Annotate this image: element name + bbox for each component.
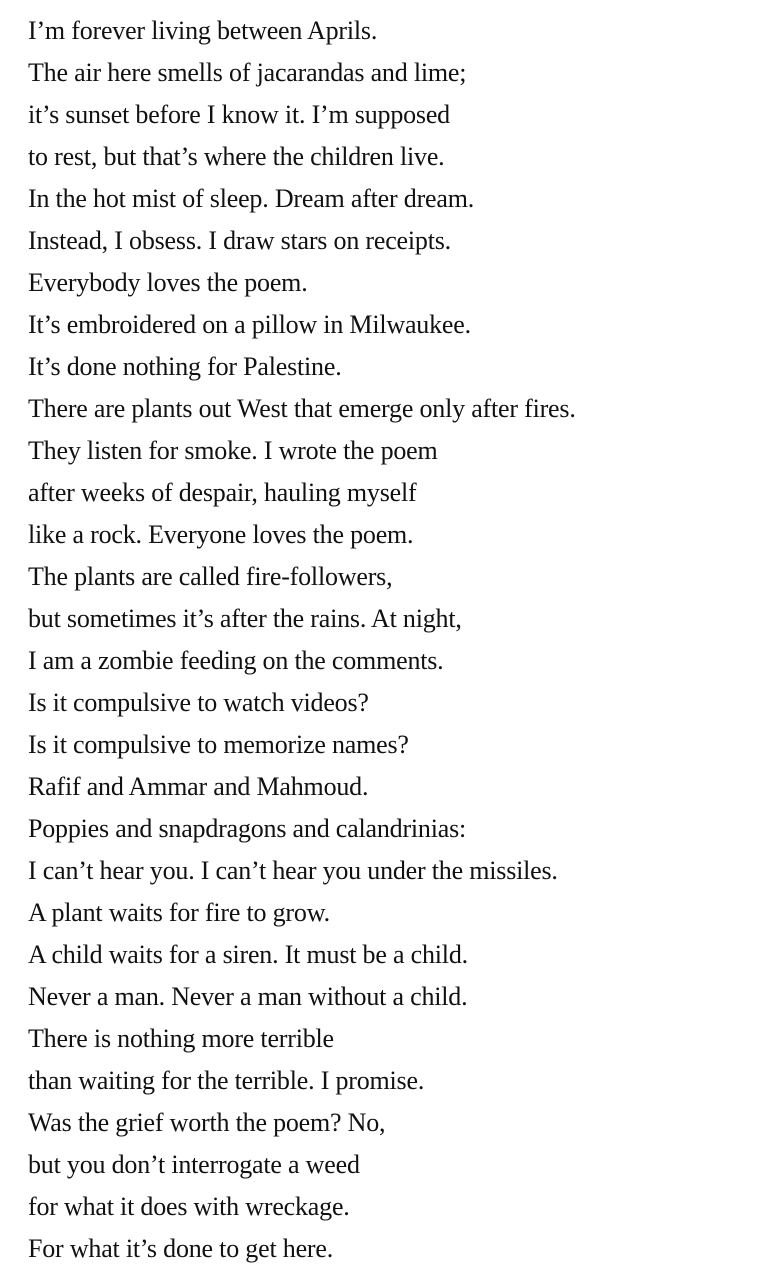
poem-line: but sometimes it’s after the rains. At night,: [28, 604, 462, 633]
poem-line: Never a man. Never a man without a child.: [28, 982, 468, 1011]
poem-line: It’s done nothing for Palestine.: [28, 352, 342, 381]
poem-line: I’m forever living between Aprils.: [28, 16, 378, 45]
poem-line: Was the grief worth the poem? No,: [28, 1108, 386, 1137]
poem-line: The plants are called fire-followers,: [28, 562, 393, 591]
poem-line: There are plants out West that emerge only after fires.: [28, 394, 576, 423]
poem-line: There is nothing more terrible: [28, 1024, 334, 1053]
poem-line: but you don’t interrogate a weed: [28, 1150, 360, 1179]
poem-line: Instead, I obsess. I draw stars on receipts.: [28, 226, 451, 255]
poem-line: The air here smells of jacarandas and lime;: [28, 58, 467, 87]
poem-line: after weeks of despair, hauling myself: [28, 478, 417, 507]
poem-line: I can’t hear you. I can’t hear you under the missiles.: [28, 856, 558, 885]
poem-line: I am a zombie feeding on the comments.: [28, 646, 444, 675]
poem-line: Everybody loves the poem.: [28, 268, 308, 297]
poem-line: They listen for smoke. I wrote the poem: [28, 436, 438, 465]
poem-line: Is it compulsive to memorize names?: [28, 730, 409, 759]
poem-text: [28, 10, 576, 1270]
poem-line: Poppies and snapdragons and calandrinias:: [28, 814, 467, 843]
poem-line: than waiting for the terrible. I promise.: [28, 1066, 425, 1095]
poem-line: For what it’s done to get here.: [28, 1234, 334, 1263]
poem-line: A child waits for a siren. It must be a child.: [28, 940, 468, 969]
poem-line: like a rock. Everyone loves the poem.: [28, 520, 414, 549]
poem-line: it’s sunset before I know it. I’m supposed: [28, 100, 450, 129]
poem-line: to rest, but that’s where the children live.: [28, 142, 445, 171]
poem-line: for what it does with wreckage.: [28, 1192, 350, 1221]
poem-line: It’s embroidered on a pillow in Milwaukee.: [28, 310, 471, 339]
poem-line: In the hot mist of sleep. Dream after dream.: [28, 184, 475, 213]
poem-line: Is it compulsive to watch videos?: [28, 688, 369, 717]
poem-line: Rafif and Ammar and Mahmoud.: [28, 772, 369, 801]
poem-line: A plant waits for fire to grow.: [28, 898, 330, 927]
